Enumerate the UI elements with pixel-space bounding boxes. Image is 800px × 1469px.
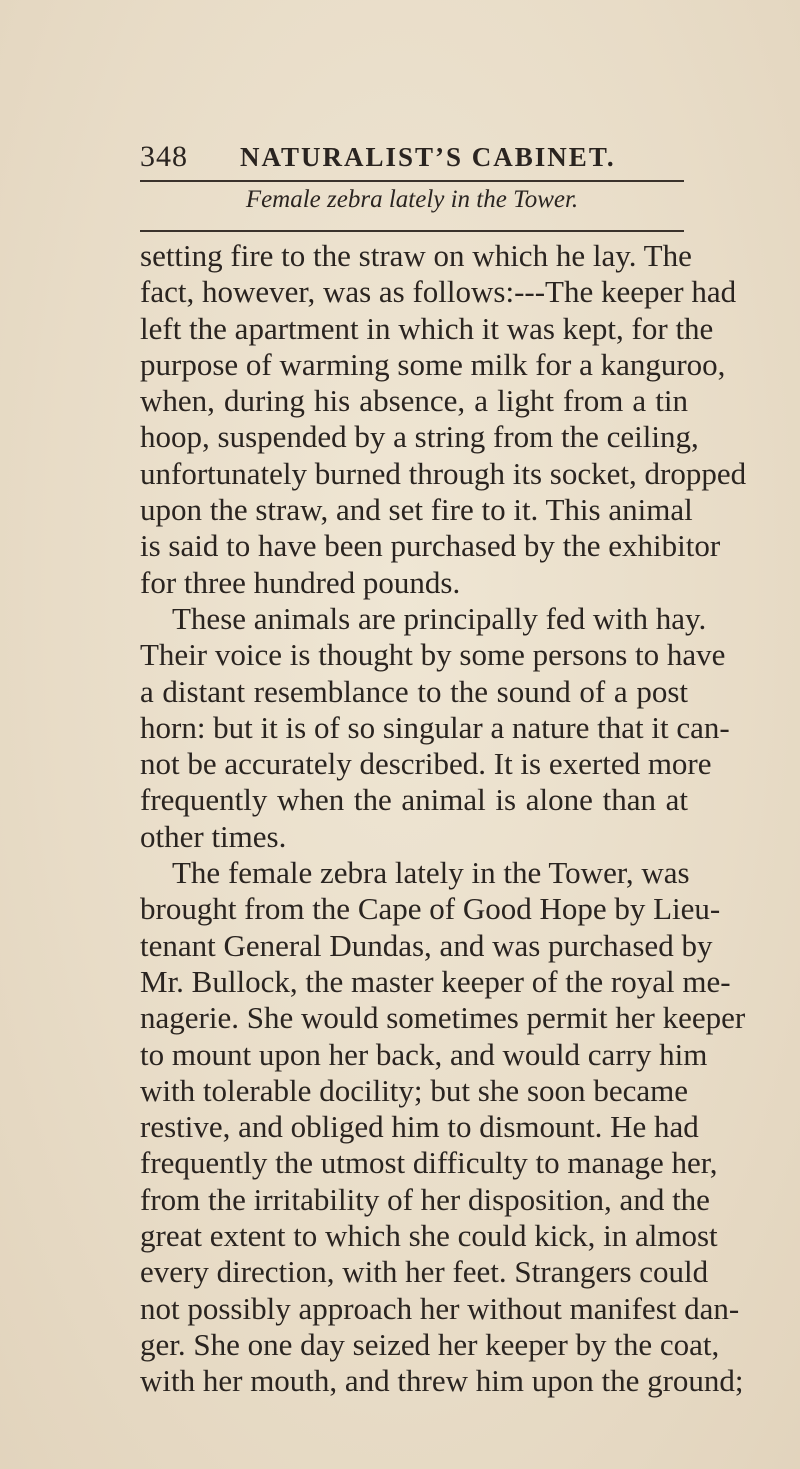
text-line: not possibly approach her without manifest dan-	[140, 1290, 740, 1326]
text-line: purpose of warming some milk for a kanguroo,	[140, 346, 726, 382]
text-line: Their voice is thought by some persons to have	[140, 637, 726, 673]
text-line: left the apartment in which it was kept, for the	[140, 310, 714, 346]
text-line: a distant resemblance to the sound of a post	[140, 673, 688, 709]
text-line: These animals are principally fed with hay.	[172, 600, 707, 636]
text-line: with tolerable docility; but she soon became	[140, 1072, 688, 1108]
text-line: for three hundred pounds.	[140, 564, 461, 600]
text-line: The female zebra lately in the Tower, was	[172, 855, 690, 891]
header-rule-top	[140, 180, 684, 182]
text-line: frequently when the animal is alone than at	[140, 782, 688, 818]
text-line: frequently the utmost difficulty to manage her,	[140, 1145, 718, 1181]
header-rule-bottom	[140, 230, 684, 232]
body-text	[140, 238, 747, 1400]
text-line: not be accurately described. It is exerted more	[140, 746, 712, 782]
text-line: other times.	[140, 818, 287, 854]
text-line: hoop, suspended by a string from the ceiling,	[140, 419, 699, 455]
section-subheading: Female zebra lately in the Tower.	[245, 186, 579, 213]
text-line: horn: but it is of so singular a nature that it can-	[140, 709, 730, 745]
text-line: is said to have been purchased by the exhibitor	[140, 528, 721, 564]
text-line: to mount upon her back, and would carry him	[140, 1036, 708, 1072]
page-number: 348	[140, 140, 188, 173]
text-line: every direction, with her feet. Strangers could	[140, 1254, 709, 1290]
running-head	[140, 140, 680, 174]
text-line: upon the straw, and set fire to it. This animal	[140, 492, 693, 528]
text-line: nagerie. She would sometimes permit her keeper	[140, 1000, 746, 1036]
text-line: with her mouth, and threw him upon the ground;	[140, 1363, 744, 1399]
text-line: when, during his absence, a light from a tin	[140, 383, 688, 419]
text-line: ger. She one day seized her keeper by the coat,	[140, 1326, 720, 1362]
text-line: unfortunately burned through its socket, dropped	[140, 455, 747, 491]
running-title: NATURALIST’S CABINET.	[240, 142, 616, 172]
text-line: restive, and obliged him to dismount. He had	[140, 1109, 699, 1145]
text-line: brought from the Cape of Good Hope by Lieu-	[140, 891, 721, 927]
text-line: tenant General Dundas, and was purchased by	[140, 927, 713, 963]
text-line: fact, however, was as follows:---The keeper had	[140, 274, 737, 310]
text-line: Mr. Bullock, the master keeper of the royal me-	[140, 963, 731, 999]
text-line: setting fire to the straw on which he lay. The	[140, 238, 692, 273]
text-line: great extent to which she could kick, in almost	[140, 1218, 718, 1254]
text-line: from the irritability of her disposition, and the	[140, 1181, 710, 1217]
